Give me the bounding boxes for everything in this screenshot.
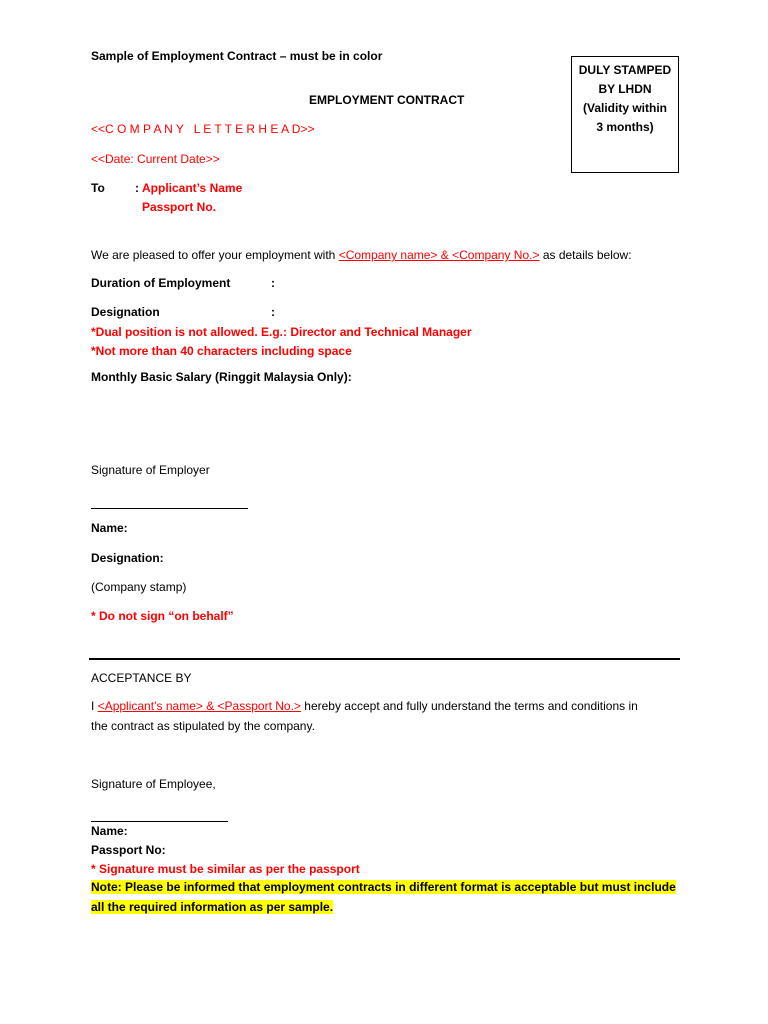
employee-signature-line bbox=[91, 821, 228, 822]
employer-designation-label: Designation: bbox=[91, 551, 164, 565]
footer-note-text-2: all the required information as per sample. bbox=[91, 900, 334, 914]
company-letterhead: <<C O M P A N Y L E T T E R H E A D>> bbox=[91, 122, 315, 136]
company-stamp-label: (Company stamp) bbox=[91, 580, 187, 594]
offer-prefix: We are pleased to offer your employment with bbox=[91, 248, 336, 262]
employer-note: * Do not sign “on behalf” bbox=[91, 609, 234, 623]
footer-note-line-1 bbox=[91, 880, 676, 895]
stamp-line-4: 3 months) bbox=[596, 120, 654, 134]
duration-label: Duration of Employment bbox=[91, 276, 231, 290]
note-character-limit: *Not more than 40 characters including space bbox=[91, 344, 352, 358]
section-divider bbox=[89, 658, 680, 660]
employee-signature-note: * Signature must be similar as per the passport bbox=[91, 862, 360, 876]
sample-title: Sample of Employment Contract – must be in color bbox=[91, 49, 383, 63]
acceptance-applicant: <Applicant’s name> & <Passport No.> bbox=[97, 699, 301, 713]
acceptance-line-2: the contract as stipulated by the company. bbox=[91, 719, 315, 733]
stamp-line-3: (Validity within bbox=[582, 101, 667, 115]
offer-sentence bbox=[91, 248, 632, 263]
employer-signature-line bbox=[91, 508, 248, 509]
employee-passport-label: Passport No: bbox=[91, 843, 166, 857]
current-date: <<Date: Current Date>> bbox=[91, 152, 220, 166]
acceptance-line-1-rest: hereby accept and fully understand the terms and conditions in bbox=[304, 699, 638, 713]
stamp-line-1: DULY STAMPED bbox=[578, 63, 672, 77]
employee-name-label: Name: bbox=[91, 824, 128, 838]
footer-note-text-1: Note: Please be informed that employment contracts in different format is acceptable but must include bbox=[91, 880, 676, 894]
document-title: EMPLOYMENT CONTRACT bbox=[309, 93, 465, 107]
applicant-name: Applicant’s Name bbox=[142, 181, 243, 195]
offer-suffix: as details below: bbox=[542, 248, 632, 262]
offer-company: <Company name> & <Company No.> bbox=[338, 248, 540, 262]
lhdn-stamp-box bbox=[571, 56, 679, 173]
stamp-line-2: BY LHDN bbox=[598, 82, 652, 96]
employee-signature-label: Signature of Employee, bbox=[91, 777, 216, 791]
duration-colon: : bbox=[271, 276, 275, 290]
acceptance-line-1 bbox=[91, 699, 638, 714]
employer-signature-label: Signature of Employer bbox=[91, 463, 210, 477]
designation-label: Designation bbox=[91, 305, 160, 319]
to-colon: : bbox=[135, 181, 139, 195]
note-dual-position: *Dual position is not allowed. E.g.: Director and Technical Manager bbox=[91, 325, 472, 339]
employer-name-label: Name: bbox=[91, 521, 128, 535]
salary-label: Monthly Basic Salary (Ringgit Malaysia Only): bbox=[91, 370, 352, 384]
acceptance-heading: ACCEPTANCE BY bbox=[91, 671, 192, 685]
designation-colon: : bbox=[271, 305, 275, 319]
acceptance-i: I bbox=[91, 699, 95, 713]
applicant-passport: Passport No. bbox=[142, 200, 217, 214]
footer-note-line-2 bbox=[91, 900, 333, 915]
to-label: To bbox=[91, 181, 105, 195]
